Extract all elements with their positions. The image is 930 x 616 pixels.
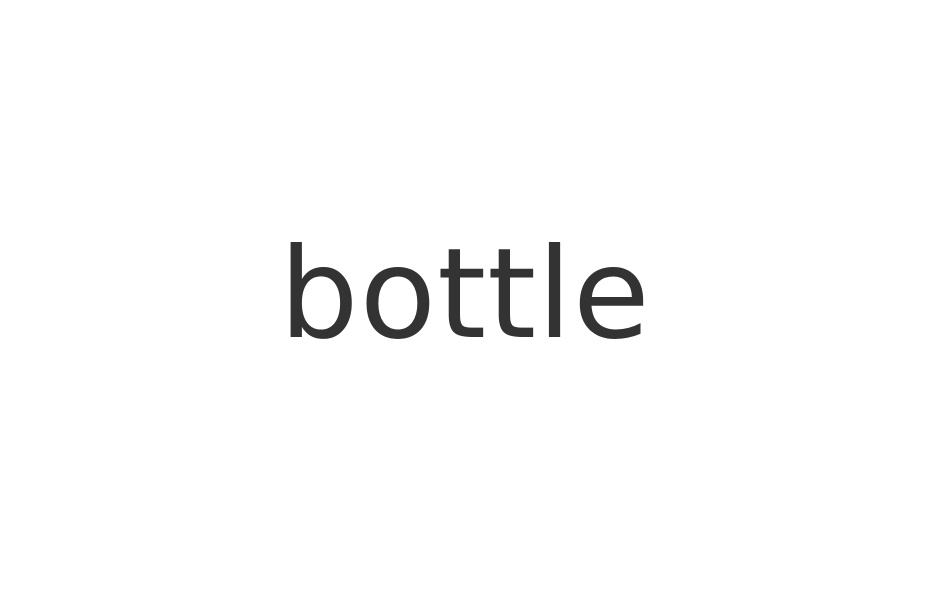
word-label: bottle [279,222,651,367]
